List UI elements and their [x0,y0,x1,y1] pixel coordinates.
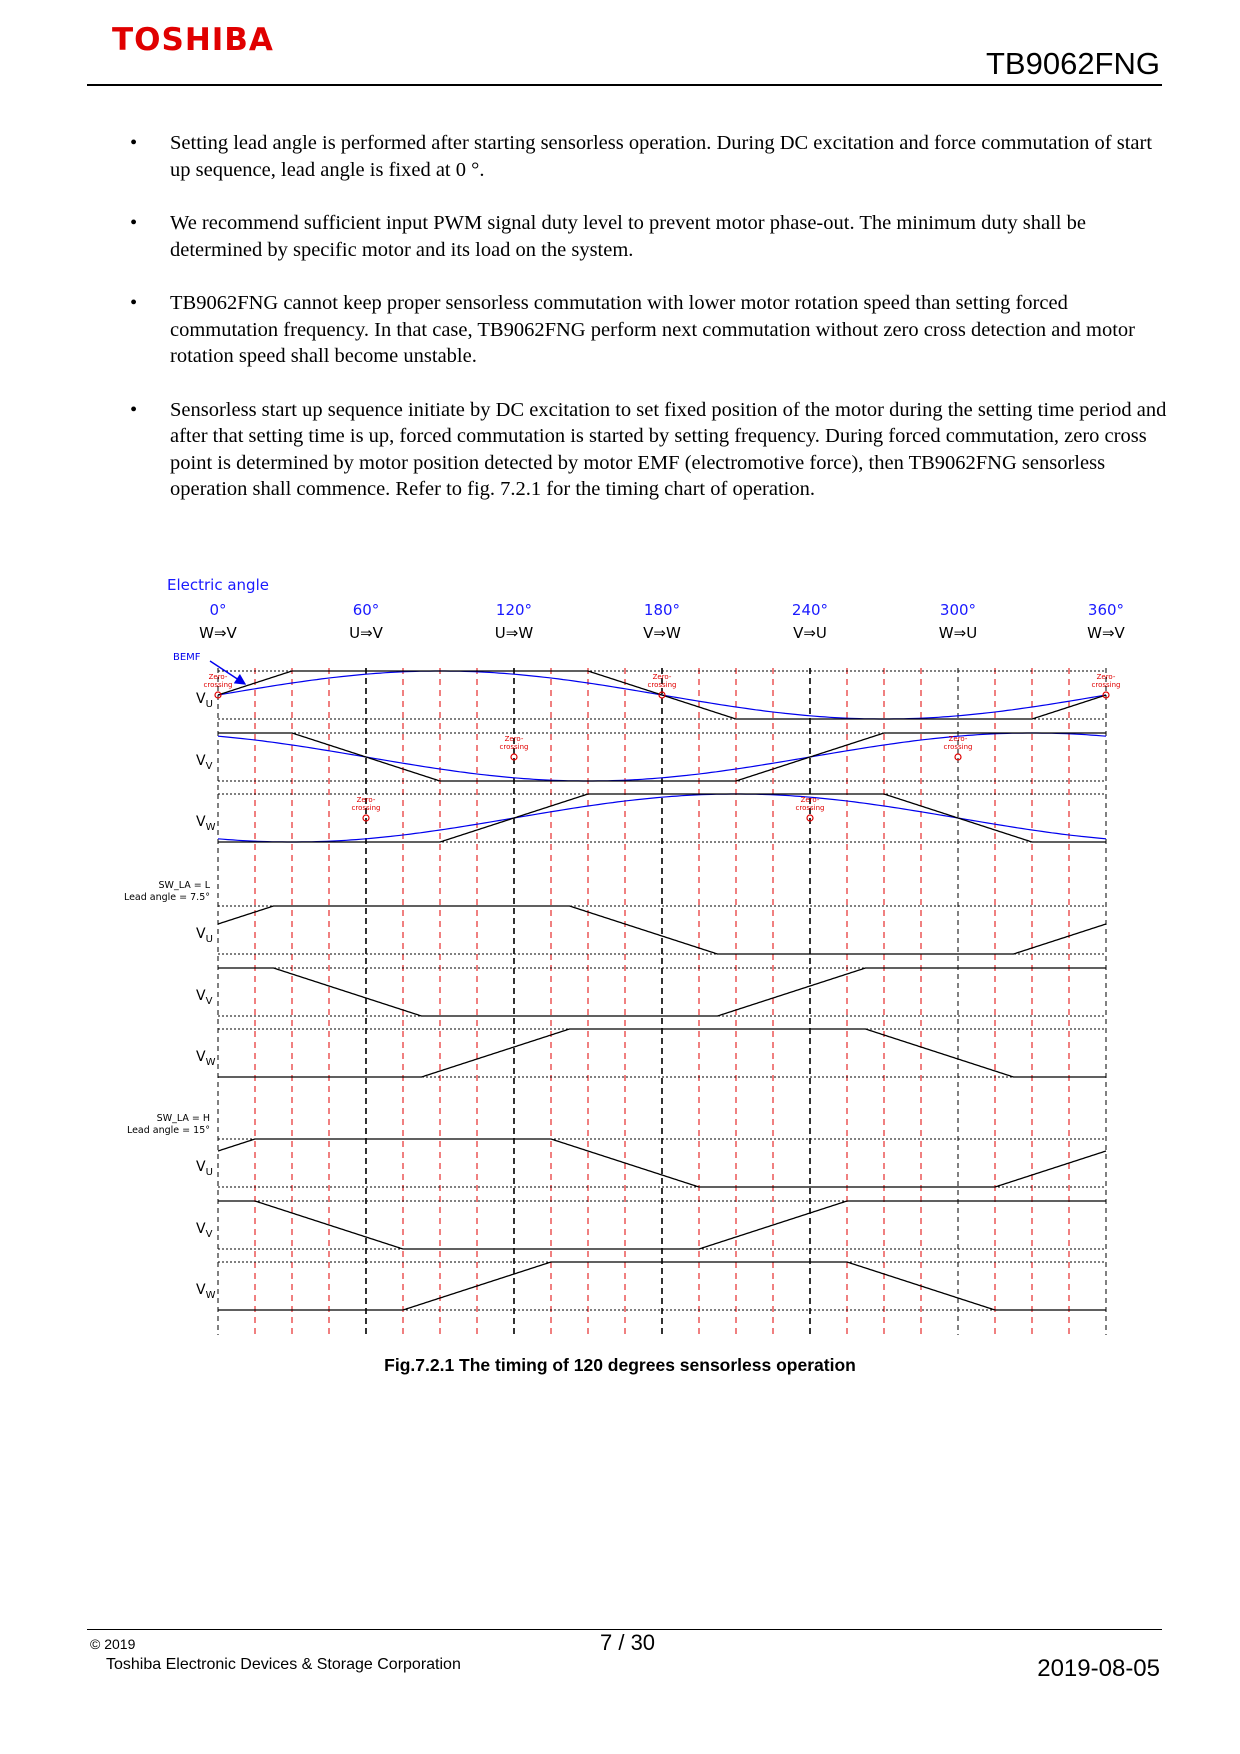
angle-tick-label: 120° [495,601,533,619]
part-number: TB9062FNG [985,46,1160,81]
zero-crossing-label: Zero- [800,796,820,804]
channel-label-v: $V_V$ [196,988,213,1007]
zero-crossing-label: Zero- [948,735,968,743]
commutation-label: U⇒V [349,624,383,642]
electric-angle-label: Electric angle [167,576,269,594]
commutation-label: W⇒U [938,624,978,642]
angle-tick-label: 360° [1087,601,1125,619]
bullet-dot: • [130,132,138,154]
commutation-label: W⇒V [199,624,237,642]
channel-label-u: $V_U$ [196,1159,213,1178]
bullet-text: Setting lead angle is performed after starting sensorless operation. During DC excitation and force commutation of start up sequence, lead angle is fixed at 0 °. [170,132,1153,181]
bullet-text: TB9062FNG cannot keep proper sensorless commutation with lower motor rotation speed than setting forced commutation frequency. In that case, TB9062FNG perform next commutation without zero cross detection and motor rotation speed shall become unstable. [170,292,1135,367]
group-lead-l-line2: Lead angle = 7.5° [123,892,210,903]
zero-crossing-label: crossing [499,743,529,751]
commutation-label: V⇒W [643,624,681,642]
channel-label-w: $V_W$ [196,1282,216,1301]
commutation-label: W⇒V [1087,624,1125,642]
zero-crossing-label: crossing [351,804,381,812]
channel-label-u: $V_U$ [196,691,213,710]
zero-crossing-label: Zero- [208,673,228,681]
group-lead-l-line1: SW_LA = L [158,880,210,891]
zero-crossing-label: crossing [203,681,233,689]
bullet-text: We recommend sufficient input PWM signal duty level to prevent motor phase-out. The minimum duty shall be determined by specific motor and its load on the system. [170,212,1086,261]
angle-tick-label: 300° [939,601,977,619]
channel-label-v: $V_V$ [196,1221,213,1240]
zero-crossing-label: Zero- [1096,673,1116,681]
bullet-dot: • [130,212,138,234]
commutation-label: V⇒U [793,624,827,642]
zero-crossing-label: Zero- [504,735,524,743]
bemf-curves [218,671,1106,842]
zero-crossing-label: crossing [1091,681,1121,689]
angle-tick-label: 240° [791,601,829,619]
footer-copyright: © 2019 [90,1636,136,1652]
bullet-dot: • [130,398,138,421]
zero-crossing-label: crossing [647,681,677,689]
angle-tick-label: 0° [209,601,227,619]
toshiba-logo: TOSHIBA [112,22,274,58]
channel-label-w: $V_W$ [196,814,216,833]
bullet-dot: • [130,292,138,314]
zero-crossing-label: crossing [795,804,825,812]
grid-lines [218,668,1106,1335]
zero-crossing-label: Zero- [356,796,376,804]
channel-label-v: $V_V$ [196,753,213,772]
footer-date: 2019-08-05 [1037,1655,1160,1682]
angle-tick-label: 60° [352,601,380,619]
group-lead-h-line1: SW_LA = H [156,1113,210,1124]
footer-page-number: 7 / 30 [600,1630,656,1655]
figure-caption: Fig.7.2.1 The timing of 120 degrees sensorless operation [384,1355,856,1375]
zero-crossing-label: Zero- [652,673,672,681]
group-lead-h-line2: Lead angle = 15° [126,1125,210,1136]
bemf-label: BEMF [173,652,201,663]
channel-label-w: $V_W$ [196,1049,216,1068]
commutation-label: U⇒W [494,624,534,642]
angle-tick-label: 180° [643,601,681,619]
channel-label-u: $V_U$ [196,926,213,945]
footer-company: Toshiba Electronic Devices & Storage Corporation [106,1656,461,1673]
zero-crossing-label: crossing [943,743,973,751]
bullet-text: Sensorless start up sequence initiate by DC excitation to set fixed position of the motor during the setting time period and after that setting time is up, forced commutation is started by setting frequency. During forced commutation, zero cross point is determined by motor position detected by motor EMF (electromotive force), then TB9062FNG sensorless operation shall commence. Refer to fig. 7.2.1 for the timing chart of operation. [170,398,1167,500]
